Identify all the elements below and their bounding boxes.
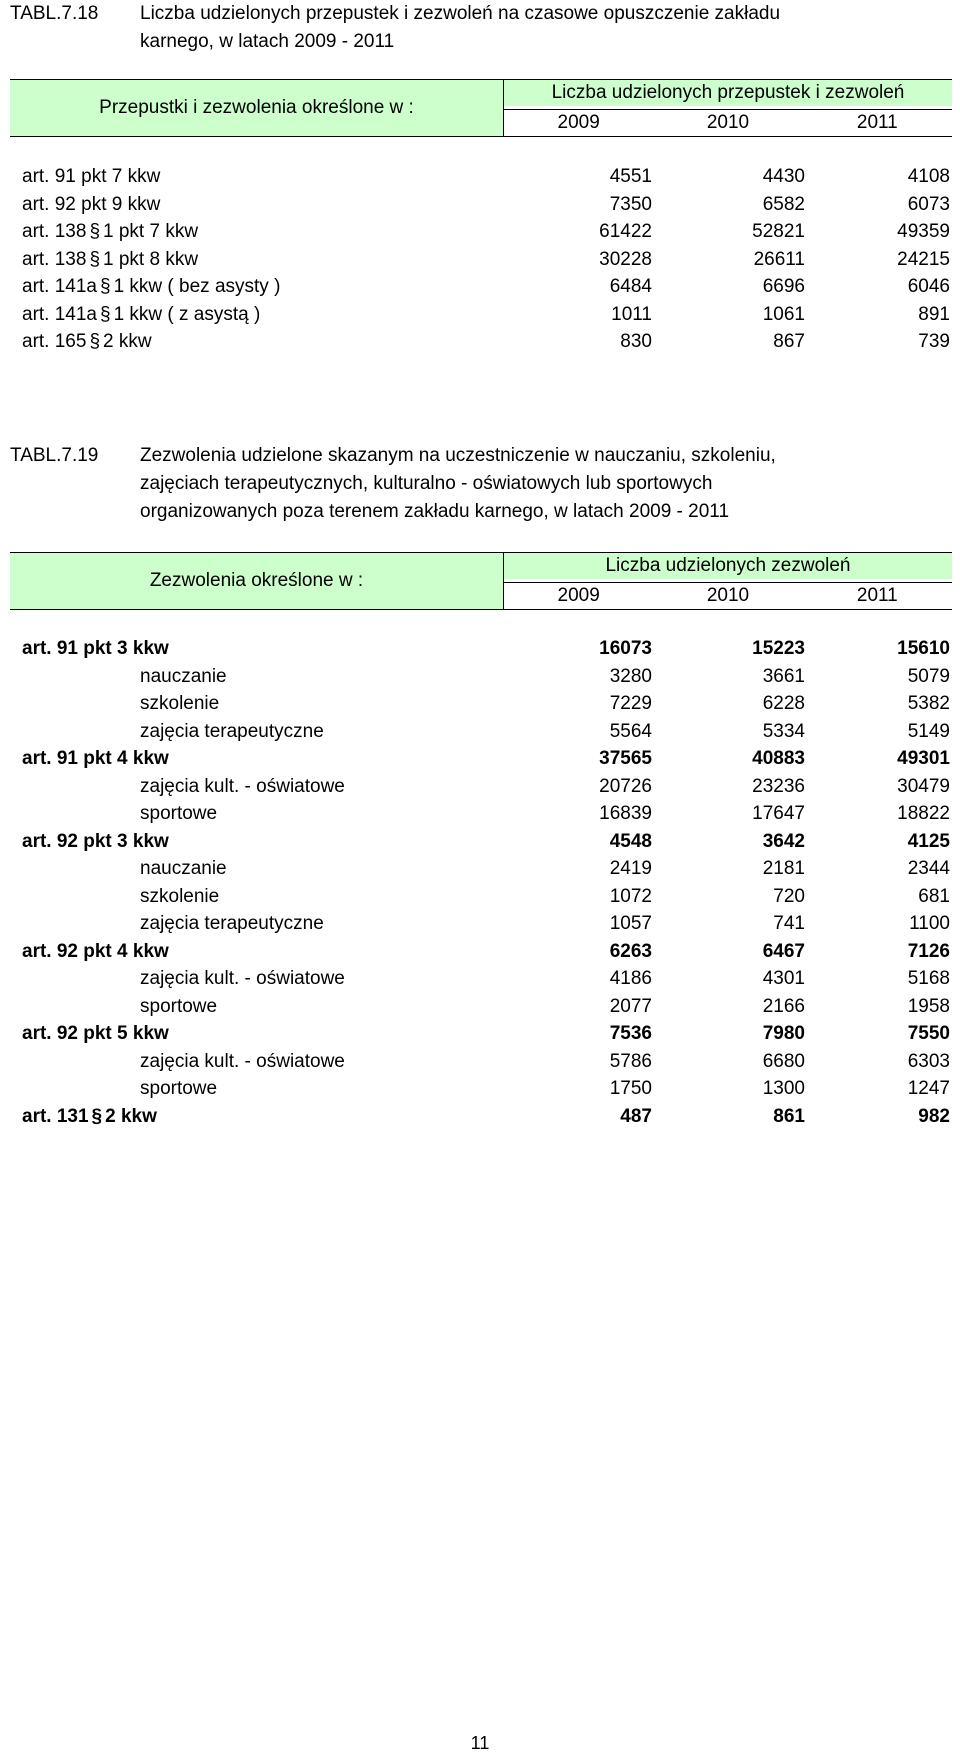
row-label-text: nauczanie: [140, 858, 227, 879]
row-label: [22, 745, 169, 773]
row-label: [22, 328, 152, 356]
value-cell-2011: 7126: [907, 940, 950, 962]
page-number: 11: [470, 1733, 490, 1753]
row-label: [140, 690, 219, 718]
table-row: [0, 690, 960, 718]
value-cell-2011: 49359: [897, 221, 950, 242]
column-header-group: [503, 553, 952, 609]
row-label-text: 1 kkw ( bez asysty ): [113, 276, 281, 297]
table-row: [0, 273, 960, 301]
value-cell-2010: 1061: [762, 303, 805, 325]
value-cell-2010: 23236: [752, 775, 805, 797]
value-cell-2009: 61422: [599, 221, 652, 242]
row-label: [140, 993, 217, 1021]
row-label-text: zajęcia terapeutyczne: [140, 720, 324, 742]
table-body: [0, 635, 960, 1130]
value-cell-2010: 6680: [762, 1050, 805, 1072]
table-row: [0, 718, 960, 746]
row-label: [22, 163, 160, 191]
row-label-text: 2 kkw: [103, 331, 152, 352]
value-cell-2010: 1300: [762, 1078, 805, 1099]
value-cell-2010: 5334: [762, 720, 805, 742]
table-title: [140, 0, 940, 56]
value-cell-2011: 4125: [907, 830, 950, 852]
value-cell-2010: 2181: [762, 858, 805, 879]
row-label-text: art. 138: [22, 221, 87, 242]
value-cell-2010: 720: [773, 885, 805, 907]
table-header: [10, 79, 952, 137]
row-label: [22, 1020, 169, 1048]
row-label: [140, 883, 219, 911]
table-row: [0, 663, 960, 691]
value-cell-2011: 7550: [907, 1023, 950, 1044]
value-cell-2009: 2419: [609, 858, 652, 879]
year-header-row: [504, 109, 952, 136]
value-cell-2010: 3642: [762, 830, 805, 852]
value-cell-2011: 4108: [907, 166, 950, 187]
table-row: [0, 910, 960, 938]
row-label-text: sportowe: [140, 1078, 218, 1099]
value-cell-2009: 2077: [609, 995, 652, 1017]
value-cell-2011: 18822: [897, 803, 950, 824]
table-tag: TABL.7.18: [10, 3, 99, 24]
section-sign-icon: §: [89, 331, 101, 352]
row-label: [140, 965, 345, 993]
table-header: [10, 552, 952, 610]
row-label-text: art. 141a: [22, 303, 97, 325]
value-cell-2011: 5168: [907, 968, 950, 989]
value-cell-2009: 16073: [599, 638, 652, 659]
value-cell-2011: 2344: [907, 858, 950, 879]
value-cell-2010: 6582: [762, 193, 805, 215]
value-cell-2010: 2166: [762, 995, 805, 1017]
value-cell-2009: 3280: [609, 665, 652, 687]
value-cell-2009: 7229: [609, 693, 652, 714]
table-row: [0, 163, 960, 191]
value-cell-2011: 891: [918, 303, 950, 325]
value-cell-2010: 6696: [762, 276, 805, 297]
value-cell-2009: 1072: [609, 885, 652, 907]
table-row: [0, 965, 960, 993]
value-cell-2009: 4186: [609, 968, 652, 989]
value-cell-2010: 7980: [762, 1023, 805, 1044]
row-label-text: zajęcia kult. - oświatowe: [140, 775, 345, 797]
value-cell-2011: 6073: [907, 193, 950, 215]
value-cell-2009: 20726: [599, 775, 652, 797]
section-sign-icon: §: [89, 221, 101, 242]
table-row: [0, 828, 960, 856]
row-label-text: art. 92 pkt 3 kkw: [22, 830, 169, 852]
value-cell-2009: 7350: [609, 193, 652, 215]
table-row: [0, 938, 960, 966]
value-cell-2010: 15223: [752, 638, 805, 659]
value-cell-2009: 4551: [609, 166, 652, 187]
value-cell-2011: 739: [918, 331, 950, 352]
table-row: [0, 191, 960, 219]
value-cell-2010: 17647: [752, 803, 805, 824]
value-cell-2011: 49301: [897, 748, 950, 769]
row-label-text: sportowe: [140, 803, 218, 824]
value-cell-2011: 15610: [897, 638, 950, 659]
value-cell-2010: 3661: [762, 665, 805, 687]
year-header-row: [504, 582, 952, 609]
year-header: 2011: [856, 585, 898, 606]
row-label: [140, 773, 345, 801]
value-cell-2009: 830: [620, 331, 652, 352]
value-cell-2009: 4548: [609, 830, 652, 852]
value-cell-2010: 52821: [752, 221, 805, 242]
year-header: 2010: [706, 112, 750, 133]
table-row: [0, 328, 960, 356]
row-label: [140, 1075, 217, 1103]
value-cell-2009: 37565: [599, 748, 652, 769]
row-label-text: 1 pkt 8 kkw: [103, 248, 199, 270]
table-row: [0, 1075, 960, 1103]
value-cell-2011: 1100: [909, 913, 950, 934]
table-title: [140, 442, 940, 526]
table-row: [0, 218, 960, 246]
value-cell-2011: 1958: [907, 995, 950, 1017]
table-row: [0, 301, 960, 329]
row-label: [140, 663, 227, 691]
row-label-text: art. 92 pkt 4 kkw: [22, 940, 169, 962]
table-row: [0, 635, 960, 663]
table-title-line: karnego, w latach 2009 - 2011: [140, 31, 395, 52]
value-cell-2009: 1057: [609, 913, 652, 934]
value-cell-2009: 6263: [609, 940, 652, 962]
value-cell-2010: 741: [773, 913, 805, 934]
value-cell-2011: 1247: [907, 1078, 950, 1099]
row-label-text: art. 138: [22, 248, 87, 270]
table-row: [0, 883, 960, 911]
row-label: [140, 910, 324, 938]
table-row: [0, 745, 960, 773]
value-cell-2009: 5564: [609, 720, 652, 742]
table-tag: TABL.7.19: [10, 445, 99, 466]
row-label-text: art. 91 pkt 7 kkw: [22, 166, 161, 187]
section-sign-icon: §: [91, 1105, 103, 1127]
value-cell-2009: 1011: [611, 303, 652, 325]
row-label: [22, 635, 169, 663]
row-label-text: szkolenie: [140, 885, 220, 907]
value-cell-2011: 5149: [907, 720, 950, 742]
row-label: [22, 273, 280, 301]
column-header-group: [503, 80, 952, 136]
table-row: [0, 800, 960, 828]
value-cell-2009: 5786: [609, 1050, 652, 1072]
value-cell-2011: 24215: [897, 248, 950, 270]
row-label-text: sportowe: [140, 995, 218, 1017]
row-label-text: art. 91 pkt 3 kkw: [22, 638, 169, 659]
table-title-line: Liczba udzielonych przepustek i zezwoleń na czasowe opuszczenie zakładu: [140, 3, 781, 24]
value-cell-2009: 30228: [599, 248, 652, 270]
row-label-text: art. 92 pkt 5 kkw: [22, 1023, 169, 1044]
row-label-text: art. 131: [22, 1105, 89, 1127]
row-label: [140, 718, 324, 746]
year-header: 2009: [557, 585, 600, 606]
year-header: 2009: [557, 112, 600, 133]
value-cell-2010: 6228: [762, 693, 805, 714]
section-sign-icon: §: [100, 303, 111, 325]
row-label-text: nauczanie: [140, 665, 227, 687]
row-label-text: 1 kkw ( z asystą ): [113, 303, 261, 325]
row-label-text: zajęcia kult. - oświatowe: [140, 968, 345, 989]
value-cell-2009: 487: [620, 1105, 652, 1127]
row-label-text: szkolenie: [140, 693, 220, 714]
value-cell-2010: 6467: [762, 940, 805, 962]
table-row: [0, 993, 960, 1021]
row-label-text: art. 92 pkt 9 kkw: [22, 193, 161, 215]
row-label-text: zajęcia kult. - oświatowe: [140, 1050, 345, 1072]
column-header-left: Zezwolenia określone w :: [10, 553, 503, 609]
row-label: [22, 218, 198, 246]
column-group-label: Liczba udzielonych przepustek i zezwoleń: [504, 80, 952, 106]
row-label-text: 2 kkw: [105, 1105, 157, 1127]
row-label-text: art. 165: [22, 331, 87, 352]
value-cell-2011: 5382: [907, 693, 950, 714]
table-title-line: Zezwolenia udzielone skazanym na uczestniczenie w nauczaniu, szkoleniu,: [140, 445, 776, 466]
column-group-label: Liczba udzielonych zezwoleń: [504, 553, 952, 579]
value-cell-2009: 1750: [609, 1078, 652, 1099]
value-cell-2011: 6046: [907, 276, 950, 297]
table-row: [0, 855, 960, 883]
year-header: 2011: [856, 112, 898, 133]
table-row: [0, 773, 960, 801]
row-label: [140, 855, 227, 883]
row-label-text: zajęcia terapeutyczne: [140, 913, 324, 934]
value-cell-2011: 30479: [897, 775, 950, 797]
value-cell-2009: 7536: [609, 1023, 652, 1044]
row-label: [22, 246, 198, 274]
table-title-line: organizowanych poza terenem zakładu karnego, w latach 2009 - 2011: [140, 501, 730, 522]
value-cell-2010: 4301: [762, 968, 805, 989]
table-title-line: zajęciach terapeutycznych, kulturalno - oświatowych lub sportowych: [140, 473, 713, 494]
section-sign-icon: §: [100, 276, 111, 297]
row-label: [140, 1048, 345, 1076]
row-label: [22, 1103, 157, 1131]
value-cell-2009: 6484: [609, 276, 652, 297]
value-cell-2011: 982: [918, 1105, 950, 1127]
table-body: [0, 163, 960, 356]
table-row: [0, 1048, 960, 1076]
row-label-text: art. 141a: [22, 276, 97, 297]
value-cell-2009: 16839: [599, 803, 652, 824]
row-label: [22, 828, 169, 856]
value-cell-2011: 6303: [907, 1050, 950, 1072]
table-row: [0, 1103, 960, 1131]
row-label: [22, 938, 169, 966]
section-sign-icon: §: [89, 248, 101, 270]
row-label-text: art. 91 pkt 4 kkw: [22, 748, 169, 769]
value-cell-2011: 5079: [907, 665, 950, 687]
value-cell-2011: 681: [918, 885, 950, 907]
value-cell-2010: 40883: [752, 748, 805, 769]
value-cell-2010: 861: [773, 1105, 805, 1127]
row-label: [140, 800, 217, 828]
value-cell-2010: 867: [773, 331, 805, 352]
table-row: [0, 1020, 960, 1048]
row-label: [22, 191, 160, 219]
value-cell-2010: 4430: [762, 166, 805, 187]
row-label-text: 1 pkt 7 kkw: [103, 221, 199, 242]
year-header: 2010: [706, 585, 750, 606]
column-header-left: Przepustki i zezwolenia określone w :: [10, 80, 503, 136]
table-row: [0, 246, 960, 274]
row-label: [22, 301, 260, 329]
value-cell-2010: 26611: [753, 248, 805, 270]
